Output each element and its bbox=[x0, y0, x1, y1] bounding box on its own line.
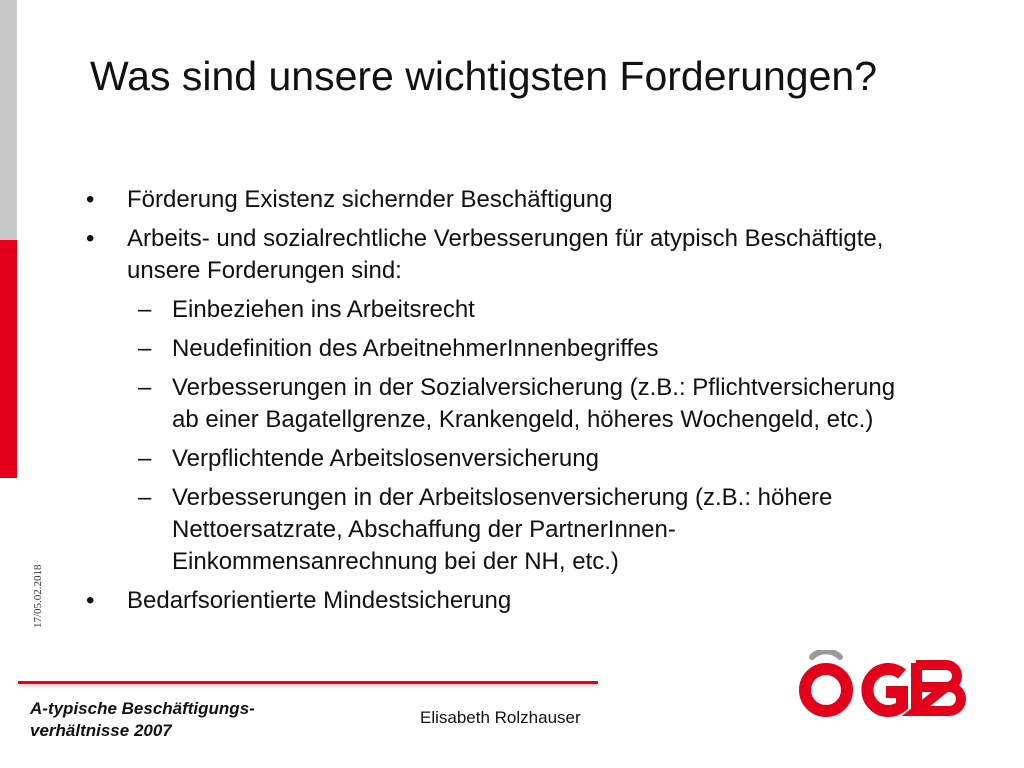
logo-letter-g bbox=[867, 669, 902, 711]
sidebar-gray-bar bbox=[0, 0, 17, 240]
sidebar-red-bar bbox=[0, 240, 17, 478]
sub-bullet-item bbox=[86, 443, 916, 475]
bullet-marker: • bbox=[86, 225, 95, 252]
logo-umlaut-arc bbox=[812, 651, 840, 657]
dash-marker: – bbox=[138, 484, 152, 511]
bullet-text: Bedarfsorientierte Mindestsicherung bbox=[127, 587, 512, 614]
slide-title: Was sind unsere wichtigsten Forderungen? bbox=[90, 53, 878, 99]
bullet-marker: • bbox=[86, 186, 95, 213]
dash-marker: – bbox=[138, 296, 152, 323]
bullet-item bbox=[86, 585, 916, 617]
sub-bullet-item bbox=[86, 294, 916, 326]
sub-bullet-text: Verbesserungen in der Sozialversicherung (z.B.: Pflichtversicherung ab einer Bagatellgrenze, Krankengeld, höheres Wochengeld, etc.) bbox=[172, 374, 896, 433]
sub-bullet-text: Einbeziehen ins Arbeitsrecht bbox=[172, 296, 475, 323]
author-name: Elisabeth Rolzhauser bbox=[420, 708, 581, 727]
bullet-text: Förderung Existenz sichernder Beschäftigung bbox=[127, 186, 613, 213]
dash-marker: – bbox=[138, 445, 152, 472]
sub-bullet-text: Verpflichtende Arbeitslosenversicherung bbox=[172, 445, 599, 472]
logo-letter-o bbox=[805, 669, 847, 711]
footer-title: A-typische Beschäftigungs-verhältnisse 2007 bbox=[30, 699, 255, 740]
oegb-logo-icon bbox=[798, 650, 970, 718]
sub-bullet-item bbox=[86, 333, 916, 365]
bullet-item bbox=[86, 184, 916, 216]
sub-bullet-text: Neudefinition des ArbeitnehmerInnenbegriffes bbox=[172, 335, 659, 362]
logo-letter-b bbox=[916, 665, 961, 711]
dash-marker: – bbox=[138, 335, 152, 362]
bullet-marker: • bbox=[86, 587, 95, 614]
sub-bullet-item bbox=[86, 372, 916, 436]
dash-marker: – bbox=[138, 374, 152, 401]
sub-bullet-item bbox=[86, 482, 916, 578]
bullet-item bbox=[86, 223, 916, 287]
slide-date: 17/05.02.2018 bbox=[32, 564, 44, 628]
bullet-text: Arbeits- und sozialrechtliche Verbesserungen für atypisch Beschäftigte, unsere Forderungen sind: bbox=[127, 225, 884, 284]
footer-divider bbox=[18, 681, 598, 684]
sub-bullet-text: Verbesserungen in der Arbeitslosenversicherung (z.B.: höhere Nettoersatzrate, Abschaffung der PartnerInnen-Einkommensanrechnung bei der NH, etc.) bbox=[172, 484, 833, 575]
bullet-list bbox=[86, 184, 916, 624]
